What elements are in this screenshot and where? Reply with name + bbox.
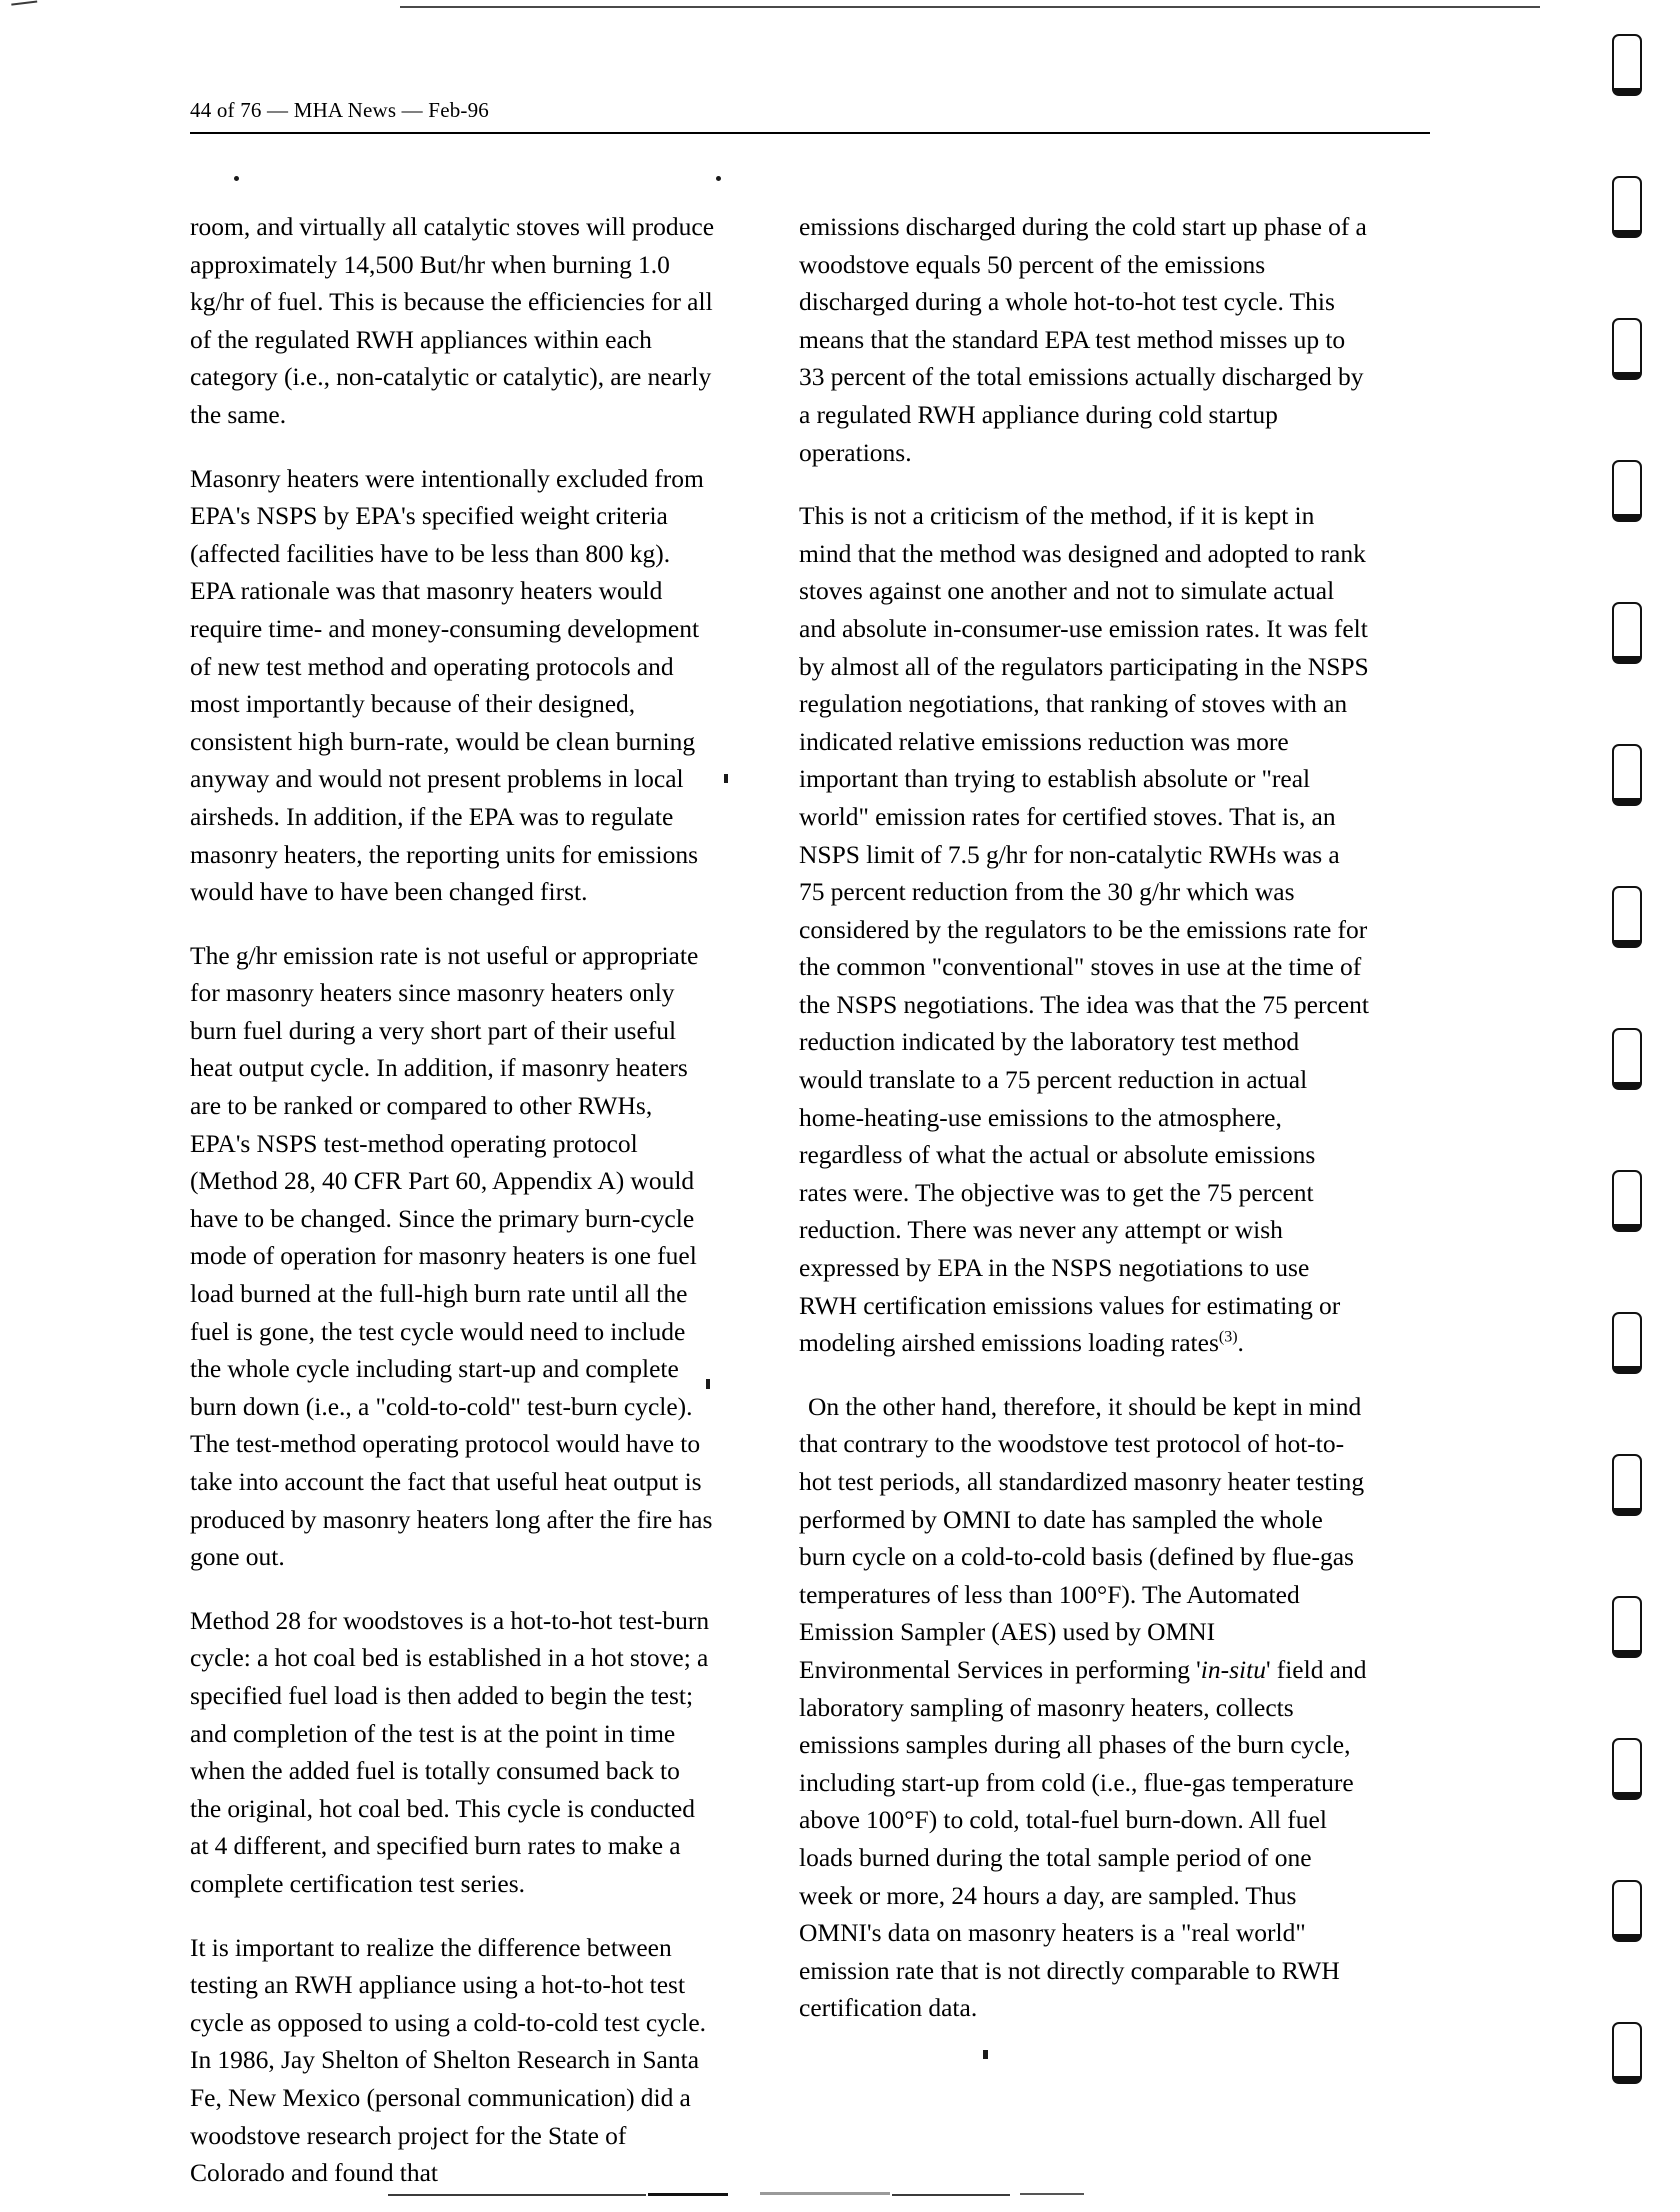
binder-punch-hole [1612,1028,1642,1090]
footnote-marker: (3) [1218,1328,1238,1346]
scan-bottom-artifact [388,2194,646,2196]
binder-punch-hole [1612,744,1642,806]
binder-punch-hole [1612,176,1642,238]
paragraph-text-after-italic: ' field and laboratory sampling of masonry heaters, collects emissions samples during all phases of the burn cycle, including start-up from cold (i.e., flue-gas temperature above 100°F) to cold, total-fuel burn-down. All fuel loads burned during the total sample period of one week or more, 24 hours a day, are sampled. Thus OMNI's data on masonry heaters is a "real world" emission rate that is not directly comparable to RWH certification data. [799,1654,1367,2023]
scan-bottom-artifact [892,2194,1010,2196]
binder-punch-hole [1612,1170,1642,1232]
scan-speck [234,176,239,181]
paragraph-terminator: . [1237,1328,1244,1358]
header-rule [190,132,1430,134]
binder-punch-hole [1612,1880,1642,1942]
binder-punch-hole [1612,1596,1642,1658]
paragraph: Method 28 for woodstoves is a hot-to-hot test-burn cycle: a hot coal bed is established in a hot stove; a specified fuel load is then added to begin the test; and completion of the test is at the point in time when the added fuel is totally consumed back to the original, hot coal bed. This cycle is conducted at 4 different, and specified burn rates to make a complete certification test series. [190,1605,710,1898]
binder-punch-hole [1612,2022,1642,2084]
body-columns [190,208,1440,2212]
binder-punch-hole [1612,1454,1642,1516]
binder-punch-strip [1610,34,1656,2184]
binder-punch-hole [1612,460,1642,522]
page-header [190,98,1430,123]
right-column [799,208,1369,2212]
binder-punch-hole [1612,602,1642,664]
paragraph-with-italic [799,1388,1369,2027]
paragraph: room, and virtually all catalytic stoves will produce approximately 14,500 But/hr when burning 1.0 kg/hr of fuel. This is because the efficiencies for all of the regulated RWH appliances within each category (i.e., non-catalytic or catalytic), are nearly the same. [190,212,715,429]
paragraph-text-before-italic: On the other hand, therefore, it should be kept in mind that contrary to the woodstove test protocol of hot-to-hot test periods, all standardized masonry heater testing performed by OMNI to date has sampled the whole burn cycle on a cold-to-cold basis (defined by flue-gas temperatures of less than 100°F). The Automated Emission Sampler (AES) used by OMNI Environmental Services in performing ' [799,1391,1365,1684]
binder-punch-hole [1612,1312,1642,1374]
scan-bottom-artifact [760,2192,890,2195]
binder-punch-hole [1612,886,1642,948]
italic-term-in-situ: in-situ [1200,1654,1266,1684]
binder-punch-hole [1612,34,1642,96]
binder-punch-hole [1612,318,1642,380]
paragraph-text: This is not a criticism of the method, if it is kept in mind that the method was designed and adopted to rank stoves against one another and not to simulate actual and absolute in-consumer-use emission rates. It was felt by almost all of the regulators participating in the NSPS regulation negotiations, that ranking of stoves with an indicated relative emissions reduction was more important than trying to establish absolute or "real world" emission rates for certified stoves. That is, an NSPS limit of 7.5 g/hr for non-catalytic RWHs was a 75 percent reduction from the 30 g/hr which was considered by the regulators to be the emissions rate for the common "conventional" stoves in use at the time of the NSPS negotiations. The idea was that the 75 percent reduction indicated by the laboratory test method would translate to a 75 percent reduction in actual home-heating-use emissions to the atmosphere, regardless of what the actual or absolute emissions rates were. The objective was to get the 75 percent reduction. There was never any attempt or wish expressed by EPA in the NSPS negotiations to use RWH certification emissions values for estimating or modeling airshed emissions loading rates [799,501,1369,1358]
scan-bottom-artifact [648,2193,728,2196]
paragraph: emissions discharged during the cold start up phase of a woodstove equals 50 percent of the emissions discharged during a whole hot-to-hot test cycle. This means that the standard EPA test method misses up to 33 percent of the total emissions actually discharged by a regulated RWH appliance during cold startup operations. [799,212,1367,467]
scan-speck [716,176,721,181]
paragraph: Masonry heaters were intentionally excluded from EPA's NSPS by EPA's specified weight criteria (affected facilities have to be less than 800 kg). EPA rationale was that masonry heaters would require time- and money-consuming development of new test method and operating protocols and most importantly because of their designed, consistent high burn-rate, would be clean burning anyway and would not present problems in local airsheds. In addition, if the EPA was to regulate masonry heaters, the reporting units for emissions would have to have been changed first. [190,463,704,907]
binder-punch-hole [1612,1738,1642,1800]
paragraph: The g/hr emission rate is not useful or appropriate for masonry heaters since masonry heaters only burn fuel during a very short part of their useful heat output cycle. In addition, if masonry heaters are to be ranked or compared to other RWHs, EPA's NSPS test-method operating protocol (Method 28, 40 CFR Part 60, Appendix A) would have to be changed. Since the primary burn-cycle mode of operation for masonry heaters is one fuel load burned at the full-high burn rate until all the fuel is gone, the test cycle would need to include the whole cycle including start-up and complete burn down (i.e., a "cold-to-cold" test-burn cycle). The test-method operating protocol would have to take into account the fact that useful heat output is produced by masonry heaters long after the fire has gone out. [190,940,713,1572]
scan-bottom-artifact [1020,2193,1084,2195]
paragraph-with-footnote [799,497,1369,1362]
paragraph: It is important to realize the difference between testing an RWH appliance using a hot-to-hot test cycle as opposed to using a cold-to-cold test cycle. In 1986, Jay Shelton of Shelton Research in Santa Fe, New Mexico (personal communication) did a woodstove research project for the State of Colorado and found that [190,1932,707,2188]
scan-corner-artifact [11,0,39,17]
left-column [190,208,715,2212]
scan-edge-artifact [400,6,1540,8]
page-header-text: 44 of 76 — MHA News — Feb-96 [190,98,490,122]
